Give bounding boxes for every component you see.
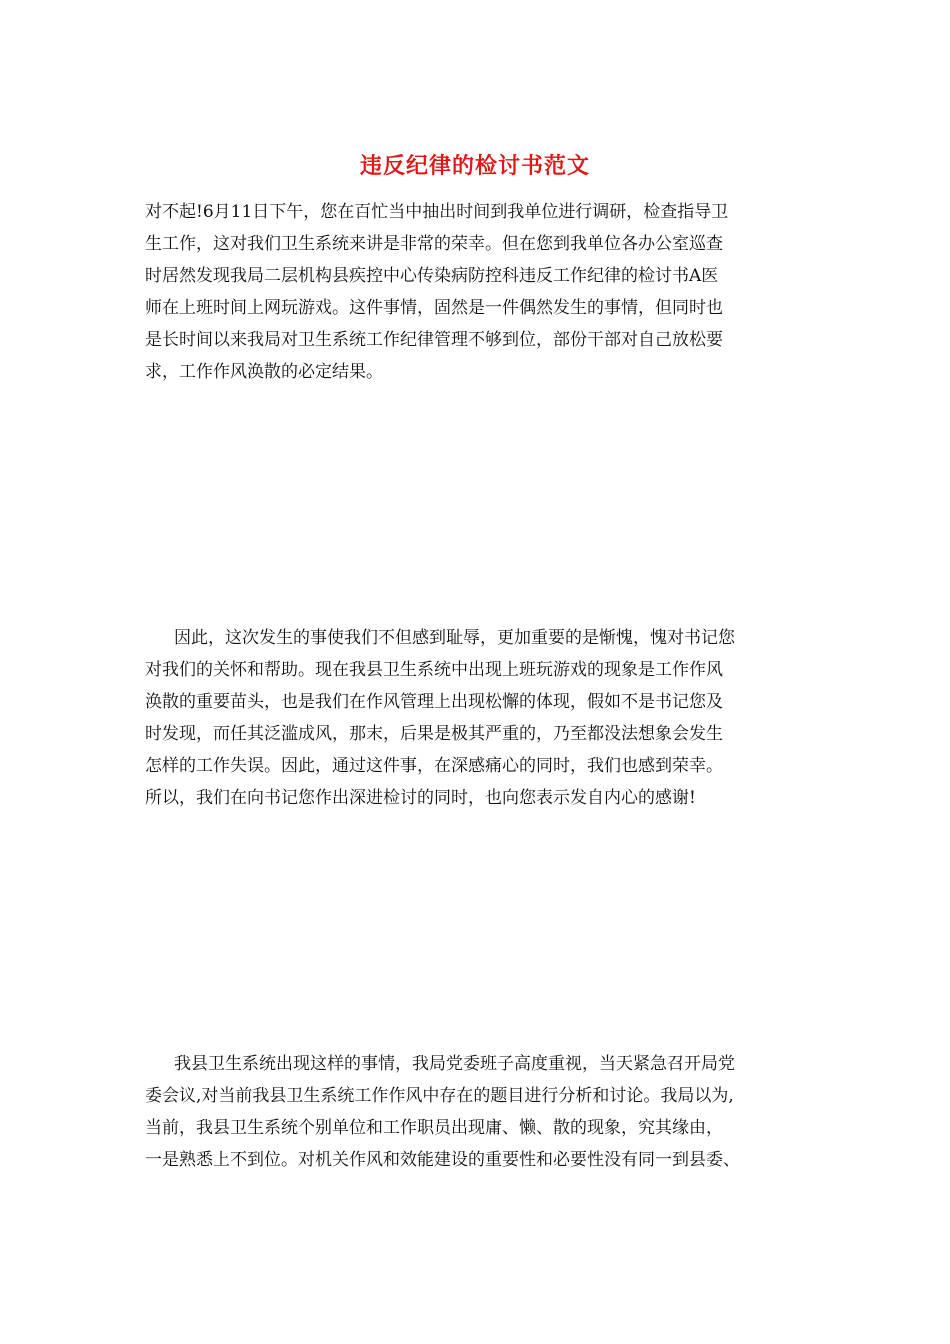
paragraph-line: 怎样的工作失误。因此，通过这件事，在深感痛心的同时，我们也感到荣幸。 — [145, 756, 723, 776]
paragraph-line: 求，工作作风涣散的必定结果。 — [145, 362, 383, 382]
paragraph-line: 因此，这次发生的事使我们不但感到耻辱，更加重要的是惭愧，愧对书记您 — [174, 628, 735, 648]
paragraph-line: 当前，我县卫生系统个别单位和工作职员出现庸、懒、散的现象，究其缘由， — [145, 1118, 723, 1138]
document-title: 违反纪律的检讨书范文 — [359, 154, 590, 179]
paragraph-line: 时居然发现我局二层机构县疾控中心传染病防控科违反工作纪律的检讨书A医 — [145, 266, 719, 286]
paragraph-line: 所以，我们在向书记您作出深进检讨的同时，也向您表示发自内心的感谢! — [145, 788, 696, 808]
paragraph-3 — [145, 1048, 825, 1176]
paragraph-line: 时发现，而任其泛滥成风，那末，后果是极其严重的，乃至都没法想象会发生 — [145, 724, 723, 744]
paragraph-1 — [145, 196, 825, 388]
paragraph-line: 对我们的关怀和帮助。现在我县卫生系统中出现上班玩游戏的现象是工作作风 — [145, 660, 723, 680]
paragraph-2 — [145, 622, 825, 814]
paragraph-line: 对不起!6月11日下午，您在百忙当中抽出时间到我单位进行调研，检查指导卫 — [145, 202, 729, 222]
paragraph-line: 是长时间以来我局对卫生系统工作纪律管理不够到位，部份干部对自己放松要 — [145, 330, 723, 350]
paragraph-line: 生工作，这对我们卫生系统来讲是非常的荣幸。但在您到我单位各办公室巡查 — [145, 234, 723, 254]
paragraph-line: 涣散的重要苗头，也是我们在作风管理上出现松懈的体现，假如不是书记您及 — [145, 692, 723, 712]
paragraph-line: 师在上班时间上网玩游戏。这件事情，固然是一件偶然发生的事情，但同时也 — [145, 298, 723, 318]
paragraph-line: 一是熟悉上不到位。对机关作风和效能建设的重要性和必要性没有同一到县委、 — [145, 1150, 740, 1170]
paragraph-line: 我县卫生系统出现这样的事情，我局党委班子高度重视，当天紧急召开局党 — [174, 1054, 735, 1074]
paragraph-line: 委会议,对当前我县卫生系统工作作风中存在的题目进行分析和讨论。我局以为, — [145, 1086, 734, 1106]
